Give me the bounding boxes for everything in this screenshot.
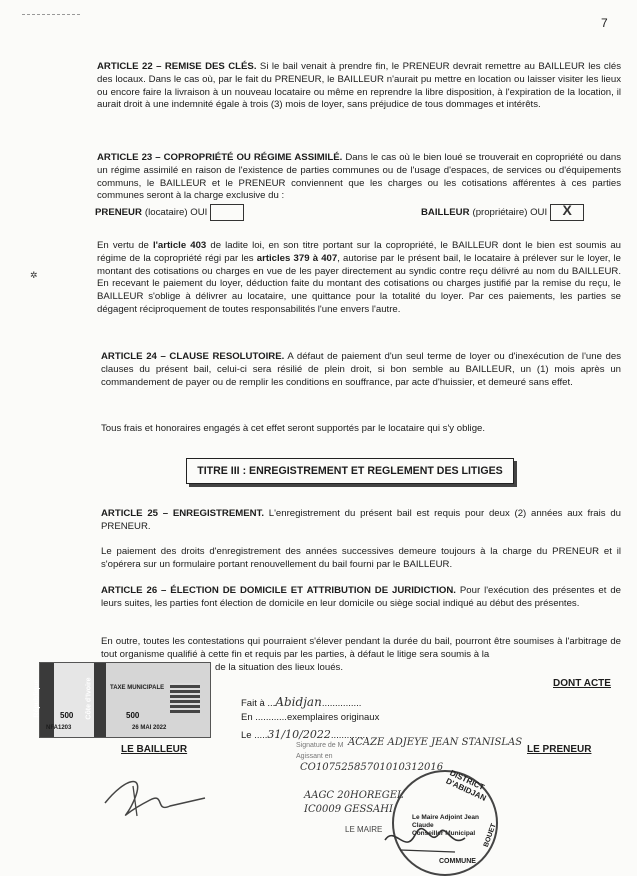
qr-code-icon [170,683,200,713]
article-23-heading: ARTICLE 23 – COPROPRIÉTÉ OU RÉGIME ASSIMILÉ. [97,152,343,163]
coprop-ref-403: l'article 403 [152,240,207,251]
stamp-code: NFA1203 [46,725,72,731]
article-24-text: A défaut de paiement d'un seul terme de loyer ou d'inexécution de l'une des clauses du présent bail, celui-ci sera résilié de plein droit, si bon semble au BAILLEUR, un (1) mois après un commandement de payer ou de remplir les conditions en souffrance, par acte d'huissier, et demeuré sans effet. [101,351,621,388]
coprop-text-3: , autorise par le présent bail, le locataire à prélever sur le loyer, le montant des cotisations ou charges en vue de les payer directement au syndic contre reçu délivré au nom du BAILLEUR. En recevant le paiement du loyer, déduction faite du montant des cotisations ou charges justifié par la remise du reçu, le BAILLEUR s'oblige à délivrer au locataire, une quittance pour la totalité du loyer. Par ces paiements, les parties se dégagent réciproquement de toutes responsabilités l'une envers l'autre. [97,252,621,315]
article-23-copropriete [97,240,621,317]
preneur-signature-icon [380,820,470,860]
article-26-text: Pour l'exécution des présentes et de leurs suites, les parties font élection de domicile en leur domicile ou siège social indiqué au début des présentes. [101,585,622,609]
preneur-checkbox[interactable] [210,204,244,221]
printed-agissant-label: Agissant en [296,753,333,760]
tax-stamp [33,662,211,738]
punch-hole-mark: ✲ [30,270,38,280]
article-25 [101,508,621,534]
le-line: Le .....31/10/2022.............. [241,728,368,741]
article-22-text: Si le bail venait à prendre fin, le PRENEUR devrait remettre au BAILLEUR les clés des locaux. Dans le cas où, par le fait du PRENEUR, le BAILLEUR n'aurait pu mettre en location ou laisser visiter les lieux ou encore faire la livraison à un nouveau locataire ou même en reprendre la libre disposition, à l'expiration de la location, il aurait droit à une indemnité égale à trois (3) mois de loyer, sans préjudice de tous dommages et intérêts. [97,61,621,111]
le-label: Le [241,730,252,741]
stamp-label: TAXE MUNICIPALE [110,685,165,691]
coprop-text-1: En vertu de [97,240,153,251]
article-25-text: L'enregistrement du présent bail est requis pour deux (2) années aux frais du PRENEUR. [101,508,621,532]
le-preneur-label: LE PRENEUR [527,744,592,755]
article-25-renewal: Le paiement des droits d'enregistrement des années successives demeure toujours à la charge du PRENEUR et il s'opérera sur un formulaire portant renouvellement du bail fourni par le BAILLEUR. [101,546,621,570]
bailleur-signature-icon [95,768,215,828]
round-stamp-commune: COMMUNE [439,858,476,865]
article-24-fees: Tous frais et honoraires engagés à cet effet seront supportés par le locataire qui s'y oblige. [101,423,486,434]
preneur-role: (locataire) OUI [144,207,208,218]
en-line: En ............exemplaires originaux [241,712,380,723]
article-26-jurisdiction: de la situation des lieux loués. [215,662,343,673]
round-stamp-conseiller: Conseiller Municipal [412,830,476,837]
article-25-heading: ARTICLE 25 – ENREGISTREMENT. [101,508,264,519]
handwritten-id: CO10752585701010312016 [300,762,444,773]
page-number: 7 [601,16,608,30]
title-iii: TITRE III : ENREGISTREMENT ET REGLEMENT DES LITIGES [186,458,514,484]
round-stamp-city: BOUET [482,822,498,849]
fait-a-value: Abidjan [275,695,322,709]
stamp-cote-ivoire: Côte d'Ivoire [85,677,93,720]
article-22-heading: ARTICLE 22 – REMISE DES CLÉS. [97,61,257,72]
option-preneur [95,204,244,221]
article-24 [101,351,621,389]
le-bailleur-label: LE BAILLEUR [121,744,188,755]
round-stamp-district: DISTRICT D'ABIDJAN [444,768,488,803]
printed-signature-label: Signature de M [296,742,344,749]
bailleur-role: (propriétaire) OUI [472,207,548,218]
stamp-date: 26 MAI 2022 [132,725,167,731]
fait-a-label: Fait à [241,698,265,709]
fait-a-line: Fait à ...Abidjan............... [241,695,362,709]
handwritten-ref-1: AAGC 20HOREGEL [304,790,404,801]
stamp-value-1: 500 [60,711,74,720]
bailleur-check-mark: X [562,202,572,218]
article-23-text: Dans le cas où le bien loué se trouverait en copropriété ou dans un régime assimilé en raison de l'existence de parties communes ou de l'usage d'espaces, de services ou d'équipements communs, le BAILLEUR et le PRENEUR conviennent que les charges ou les cotisations afférentes à ces parties communes seront à la charge exclusive du : [97,152,621,202]
stamp-republique: République [33,679,41,718]
coprop-text-2: de ladite loi, en son titre portant sur la copropriété, le BAILLEUR dont le bien est soumis au régime de la copropriété régi par les [97,240,622,264]
article-23 [97,152,621,203]
article-24-heading: ARTICLE 24 – CLAUSE RESOLUTOIRE. [101,351,285,362]
stamp-value-2: 500 [126,711,140,720]
handwritten-name: ACAZE ADJEYE JEAN STANISLAS [348,737,523,748]
header-rule [22,14,80,15]
le-value: 31/10/2022 [267,728,331,741]
bailleur-checkbox[interactable] [550,204,584,221]
le-maire-label: LE MAIRE [345,825,383,834]
article-26 [101,585,621,611]
coprop-ref-379: articles 379 à 407 [256,252,338,264]
round-stamp-maire: Le Maire Adjoint Jean Claude [412,814,479,829]
handwritten-ref-2: IC0009 GESSAHI [304,804,393,815]
en-label: En [241,712,253,723]
preneur-label: PRENEUR [95,207,142,218]
article-26-heading: ARTICLE 26 – ÉLECTION DE DOMICILE ET ATTRIBUTION DE JURIDICTION. [101,585,456,596]
bailleur-label: BAILLEUR [421,207,470,218]
en-value: exemplaires originaux [286,712,380,723]
article-22 [97,61,621,112]
dont-acte: DONT ACTE [553,678,611,689]
article-26-arbitrage: En outre, toutes les contestations qui pourraient s'élever pendant la durée du bail, pourront être soumises à l'arbitrage de tout organisme qualifié à cette fin et requis par les parties, à défaut le litige sera soumis à la [101,636,621,660]
option-bailleur [421,204,584,221]
